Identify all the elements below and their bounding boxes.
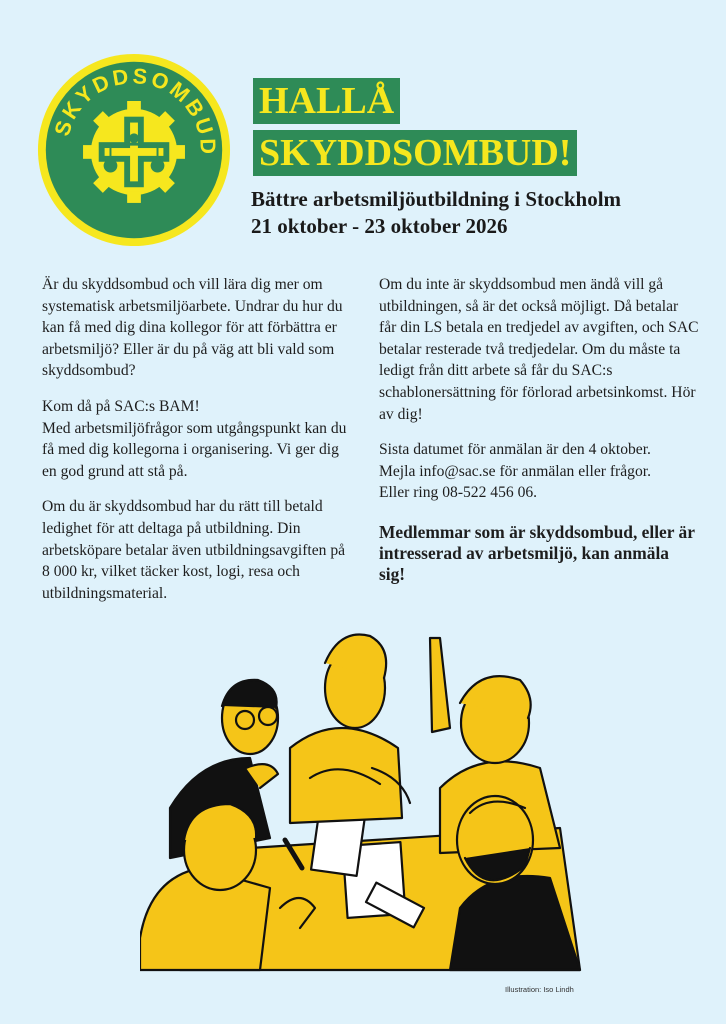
right-column	[379, 274, 699, 599]
headline-line-1: HALLÅ	[253, 78, 400, 124]
left-paragraph-1: Är du skyddsombud och vill lära dig mer om systematisk arbetsmiljöarbete. Undrar du hur du kan få med dig dina kollegor för att förbättra er arbetsmiljö? Eller är du på väg att bli vald som skyddsombud?	[42, 276, 343, 380]
illustration-credit: Illustration: Iso Lindh	[505, 985, 574, 994]
cog-icon	[83, 101, 185, 203]
call-to-action: Medlemmar som är skyddsombud, eller är intresserad av arbetsmiljö, kan anmäla sig!	[379, 521, 695, 584]
right-paragraph-2	[379, 439, 699, 504]
phone-text: Eller ring 08-522 456 06.	[379, 484, 538, 502]
headline-line-2: SKYDDSOMBUD!	[253, 130, 577, 176]
left-paragraph-2-line-2: Med arbetsmiljöfrågor som utgångspunkt kan du få med dig kollegorna i organisering. Vi ger dig en god grund att stå på.	[42, 419, 347, 480]
subheading-title: Bättre arbetsmiljöutbildning i Stockholm	[251, 187, 622, 211]
left-column	[42, 274, 354, 618]
email-text: Mejla info@sac.se för anmälan eller frågor.	[379, 462, 651, 480]
subheading-dates: 21 oktober - 23 oktober 2026	[251, 214, 508, 238]
people-at-table-illustration	[140, 608, 610, 980]
deadline-text: Sista datumet för anmälan är den 4 oktober.	[379, 441, 651, 459]
right-paragraph-1: Om du inte är skyddsombud men ändå vill gå utbildningen, så är det också möjligt. Då betalar får din LS betala en tredjedel av avgiften, och SAC betalar resterade två tredjedelar. Om du måste ta ledigt från ditt arbete så får du SAC:s schablonersättning för förlorad arbetsinkomst. Hör av dig!	[379, 276, 699, 423]
logo-ring-text: SKYDDSOMBUD	[48, 62, 221, 158]
left-paragraph-2	[42, 396, 354, 482]
left-paragraph-2-line-1: Kom då på SAC:s BAM!	[42, 397, 200, 415]
skyddsombud-logo	[36, 52, 232, 248]
left-paragraph-3: Om du är skyddsombud har du rätt till betald ledighet för att deltaga på utbildning. Din arbetsköpare betalar även utbildningsavgiften på 8 000 kr, vilket täcker kost, logi, resa och utbildningsmaterial.	[42, 498, 346, 602]
subheading	[251, 186, 711, 240]
